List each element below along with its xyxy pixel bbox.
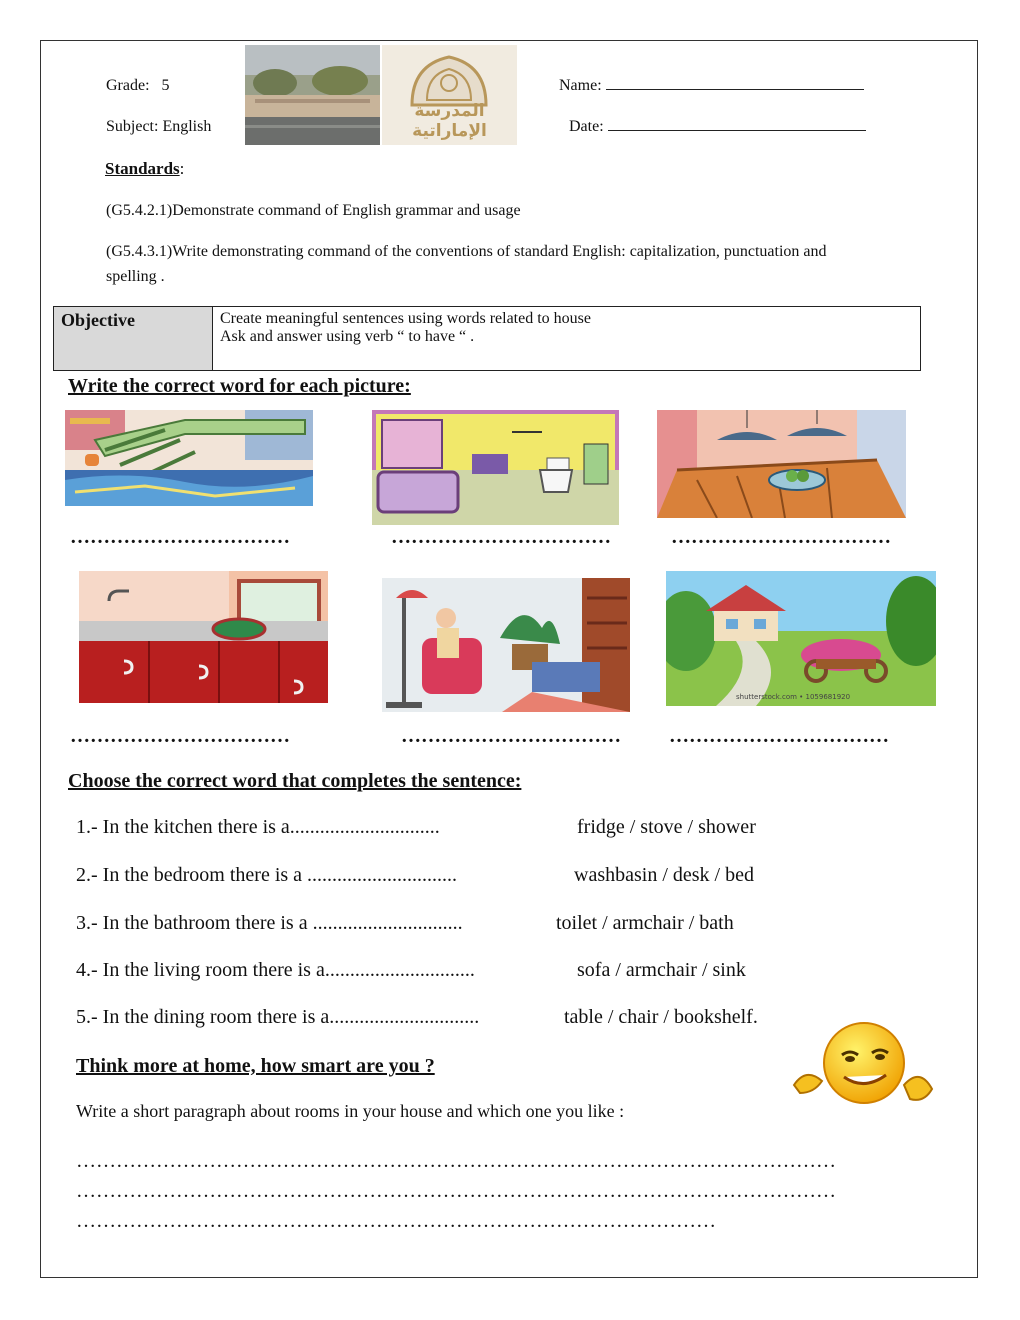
objective-line-1: Create meaningful sentences using words related to house <box>220 310 591 327</box>
date-label: Date: <box>569 118 604 135</box>
standard-item-1: (G5.4.2.1)Demonstrate command of English grammar and usage <box>106 202 521 219</box>
name-field[interactable] <box>559 77 864 95</box>
paragraph-line-3[interactable]: …………………………………………………………………………………… <box>76 1210 716 1232</box>
answer-blank-6[interactable]: …………………………… <box>669 725 889 747</box>
date-line[interactable] <box>608 129 866 131</box>
question-4-options[interactable]: sofa / armchair / sink <box>577 959 746 981</box>
question-3-options[interactable]: toilet / armchair / bath <box>556 912 734 934</box>
answer-blank-1[interactable]: …………………………… <box>70 526 290 548</box>
answer-blank-2[interactable]: …………………………… <box>391 526 611 548</box>
question-5-options[interactable]: table / chair / bookshelf. <box>564 1006 758 1028</box>
answer-blank-4[interactable]: …………………………… <box>70 725 290 747</box>
smiley-emoji-icon <box>792 1017 934 1115</box>
picture-kitchen <box>79 571 328 703</box>
picture-bathroom <box>372 410 619 525</box>
answer-blank-3[interactable]: …………………………… <box>671 526 891 548</box>
standards-heading: Standards: <box>105 159 185 178</box>
question-1: 1.- In the kitchen there is a.............................. <box>76 816 440 838</box>
picture-living-room <box>382 578 630 712</box>
subject-label: Subject: English <box>106 118 212 135</box>
question-4: 4.- In the living room there is a.............................. <box>76 959 475 981</box>
school-building-photo <box>245 45 380 145</box>
question-1-options[interactable]: fridge / stove / shower <box>577 816 756 838</box>
question-2: 2.- In the bedroom there is a .............................. <box>76 864 458 886</box>
objective-label: Objective <box>54 307 213 371</box>
question-2-options[interactable]: washbasin / desk / bed <box>574 864 754 886</box>
question-5: 5.- In the dining room there is a.............................. <box>76 1006 480 1028</box>
standard-item-2-cont: spelling . <box>106 268 165 285</box>
objective-content <box>213 307 921 371</box>
objective-table <box>53 306 921 371</box>
grade-label: Grade: 5 <box>106 77 170 94</box>
name-line[interactable] <box>606 88 864 90</box>
date-field[interactable] <box>569 118 866 136</box>
section2-heading: Choose the correct word that completes the sentence: <box>68 770 522 792</box>
paragraph-prompt: Write a short paragraph about rooms in your house and which one you like : <box>76 1101 625 1121</box>
name-label: Name: <box>559 77 602 94</box>
section3-heading: Think more at home, how smart are you ? <box>76 1055 435 1077</box>
question-3: 3.- In the bathroom there is a .............................. <box>76 912 463 934</box>
school-logo <box>382 45 517 145</box>
paragraph-line-1[interactable]: …………………………………………………………………………………………………… <box>76 1150 836 1172</box>
picture-bedroom <box>65 410 313 506</box>
standard-item-2: (G5.4.3.1)Write demonstrating command of the conventions of standard English: capitalization, punctuation and <box>106 243 827 260</box>
picture-dining-room <box>657 410 906 518</box>
answer-blank-5[interactable]: …………………………… <box>401 725 621 747</box>
objective-line-2: Ask and answer using verb “ to have “ . <box>220 328 475 345</box>
school-logo-text: المدرسة الإماراتية <box>412 101 487 141</box>
picture-garden <box>666 571 936 706</box>
paragraph-line-2[interactable]: …………………………………………………………………………………………………… <box>76 1180 836 1202</box>
image-credit: shutterstock.com • 1059681920 <box>736 693 851 701</box>
grade-value: 5 <box>161 77 170 94</box>
section1-heading: Write the correct word for each picture: <box>68 375 411 397</box>
